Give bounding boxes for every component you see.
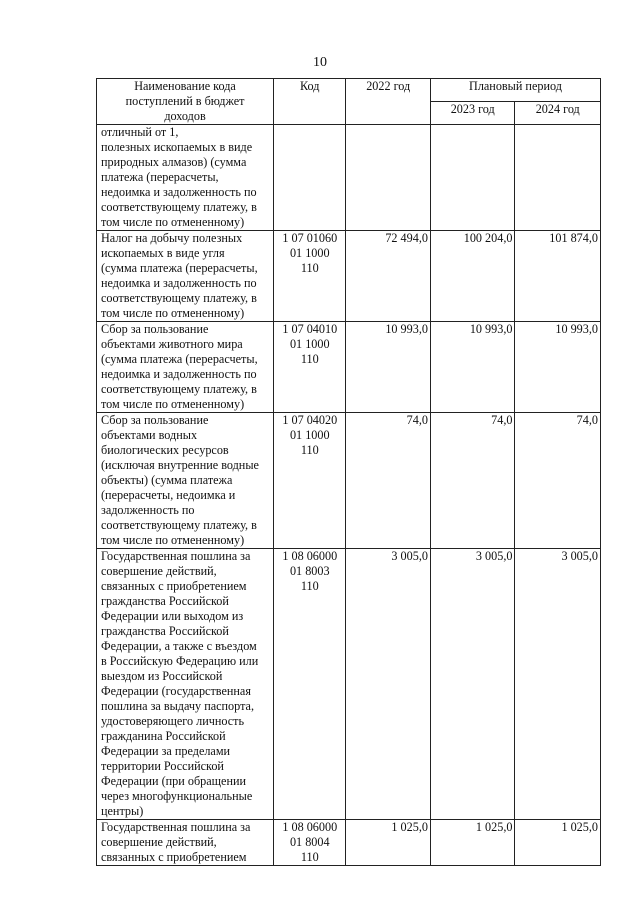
- table-row: [97, 549, 601, 820]
- row-name: Сбор за пользование объектами животного мира (сумма платежа (перерасчеты, недоимка и задолженность по соответствующему платежу, в том числе по отмененному): [97, 322, 274, 413]
- header-year-plan1: 2023 год: [430, 102, 515, 125]
- table-row: [97, 322, 601, 413]
- row-2024: 74,0: [515, 413, 601, 549]
- row-name: Государственная пошлина за совершение действий, связанных с приобретением гражданства Российской Федерации или выходом из гражданства Российской Федерации, а также с въездом в Российскую Федерацию или выездом из Российской Федерации (государственная пошлина за выдачу паспорта, удостоверяющего личность гражданина Российской Федерации за пределами территории Российской Федерации (при обращении через многофункциональные центры): [97, 549, 274, 820]
- row-name: Сбор за пользование объектами водных биологических ресурсов (исключая внутренние водные объекты) (сумма платежа (перерасчеты, недоимка и задолженность по соответствующему платежу, в том числе по отмененному): [97, 413, 274, 549]
- row-2024: 10 993,0: [515, 322, 601, 413]
- row-code: 1 08 06000 01 8003 110: [274, 549, 346, 820]
- header-row-1: [97, 79, 601, 102]
- table-row: [97, 231, 601, 322]
- row-name: Государственная пошлина за совершение действий, связанных с приобретением: [97, 820, 274, 866]
- row-2023: 10 993,0: [430, 322, 515, 413]
- row-name: Налог на добычу полезных ископаемых в виде угля (сумма платежа (перерасчеты, недоимка и задолженность по соответствующему платежу, в том числе по отмененному): [97, 231, 274, 322]
- row-2024: [515, 125, 601, 231]
- revenue-table: [96, 78, 601, 866]
- row-code: [274, 125, 346, 231]
- row-2022: 72 494,0: [346, 231, 431, 322]
- row-2022: 74,0: [346, 413, 431, 549]
- row-2024: 1 025,0: [515, 820, 601, 866]
- table-row: [97, 820, 601, 866]
- row-2022: [346, 125, 431, 231]
- row-name: отличный от 1, полезных ископаемых в виде природных алмазов) (сумма платежа (перерасчеты, недоимка и задолженность по соответствующему платежу, в том числе по отмененному): [97, 125, 274, 231]
- row-2023: 3 005,0: [430, 549, 515, 820]
- row-code: 1 07 04010 01 1000 110: [274, 322, 346, 413]
- row-code: 1 08 06000 01 8004 110: [274, 820, 346, 866]
- page-number: 10: [313, 55, 327, 70]
- table-row: [97, 413, 601, 549]
- row-2022: 1 025,0: [346, 820, 431, 866]
- header-year-current: 2022 год: [346, 79, 431, 125]
- row-2023: [430, 125, 515, 231]
- row-2022: 10 993,0: [346, 322, 431, 413]
- row-2023: 1 025,0: [430, 820, 515, 866]
- row-2023: 74,0: [430, 413, 515, 549]
- header-year-plan2: 2024 год: [515, 102, 601, 125]
- row-2022: 3 005,0: [346, 549, 431, 820]
- header-name: Наименование кода поступлений в бюджет доходов: [97, 79, 274, 125]
- header-code: Код: [274, 79, 346, 125]
- row-code: 1 07 01060 01 1000 110: [274, 231, 346, 322]
- row-2023: 100 204,0: [430, 231, 515, 322]
- row-2024: 101 874,0: [515, 231, 601, 322]
- row-code: 1 07 04020 01 1000 110: [274, 413, 346, 549]
- row-2024: 3 005,0: [515, 549, 601, 820]
- table-row: [97, 125, 601, 231]
- header-plan-period: Плановый период: [430, 79, 600, 102]
